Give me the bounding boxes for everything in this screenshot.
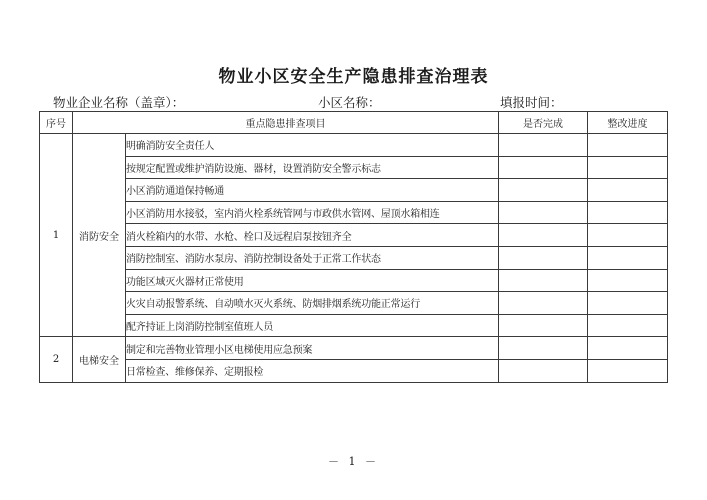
completed-cell[interactable] xyxy=(499,246,588,269)
row-number: 1 xyxy=(40,134,73,337)
row-number: 2 xyxy=(40,337,73,382)
progress-cell[interactable] xyxy=(588,156,668,179)
progress-cell[interactable] xyxy=(588,292,668,315)
inspection-item: 按规定配置或维护消防设施、器材，设置消防安全警示标志 xyxy=(126,156,499,179)
table-row xyxy=(40,224,668,247)
report-time-label: 填报时间： xyxy=(500,95,563,110)
progress-cell[interactable] xyxy=(588,224,668,247)
inspection-table xyxy=(39,111,668,383)
inspection-item: 小区消防通道保持畅通 xyxy=(126,179,499,202)
completed-cell[interactable] xyxy=(499,156,588,179)
inspection-item: 消火栓箱内的水带、水枪、栓口及远程启泵按钮齐全 xyxy=(126,224,499,247)
inspection-item: 小区消防用水接驳，室内消火栓系统管网与市政供水管网、屋顶水箱相连 xyxy=(126,201,499,224)
page-number: － 1 － xyxy=(328,455,379,468)
table-body xyxy=(40,134,668,383)
community-name-label: 小区名称： xyxy=(318,95,381,110)
inspection-item: 功能区域灭火器材正常使用 xyxy=(126,269,499,292)
completed-cell[interactable] xyxy=(499,292,588,315)
inspection-item: 配齐持证上岗消防控制室值班人员 xyxy=(126,314,499,337)
completed-cell[interactable] xyxy=(499,134,588,157)
progress-cell[interactable] xyxy=(588,337,668,360)
progress-cell[interactable] xyxy=(588,201,668,224)
table-row xyxy=(40,337,668,360)
inspection-item: 明确消防安全责任人 xyxy=(126,134,499,157)
table-row xyxy=(40,156,668,179)
column-header-progress: 整改进度 xyxy=(588,112,668,134)
progress-cell[interactable] xyxy=(588,134,668,157)
completed-cell[interactable] xyxy=(499,314,588,337)
column-header-item: 重点隐患排查项目 xyxy=(73,112,499,134)
completed-cell[interactable] xyxy=(499,269,588,292)
table-row xyxy=(40,246,668,269)
document-title: 物业小区安全生产隐患排查治理表 xyxy=(218,67,489,87)
completed-cell[interactable] xyxy=(499,337,588,360)
column-header-no: 序号 xyxy=(40,112,73,134)
table-header-row xyxy=(40,112,668,134)
inspection-item: 制定和完善物业管理小区电梯使用应急预案 xyxy=(126,337,499,360)
progress-cell[interactable] xyxy=(588,179,668,202)
company-name-label: 物业企业名称（盖章）： xyxy=(53,95,185,110)
table-row xyxy=(40,314,668,337)
completed-cell[interactable] xyxy=(499,224,588,247)
category-cell: 电梯安全 xyxy=(73,337,126,382)
completed-cell[interactable] xyxy=(499,359,588,382)
inspection-item: 日常检查、维修保养、定期报检 xyxy=(126,359,499,382)
table-row xyxy=(40,201,668,224)
completed-cell[interactable] xyxy=(499,201,588,224)
table-row xyxy=(40,359,668,382)
table-row xyxy=(40,292,668,315)
column-header-completed: 是否完成 xyxy=(499,112,588,134)
progress-cell[interactable] xyxy=(588,269,668,292)
table-row xyxy=(40,179,668,202)
inspection-item: 火灾自动报警系统、自动喷水灭火系统、防烟排烟系统功能正常运行 xyxy=(126,292,499,315)
progress-cell[interactable] xyxy=(588,246,668,269)
completed-cell[interactable] xyxy=(499,179,588,202)
table-row xyxy=(40,134,668,157)
progress-cell[interactable] xyxy=(588,359,668,382)
table-row xyxy=(40,269,668,292)
progress-cell[interactable] xyxy=(588,314,668,337)
category-cell: 消防安全 xyxy=(73,134,126,337)
inspection-item: 消防控制室、消防水泵房、消防控制设备处于正常工作状态 xyxy=(126,246,499,269)
